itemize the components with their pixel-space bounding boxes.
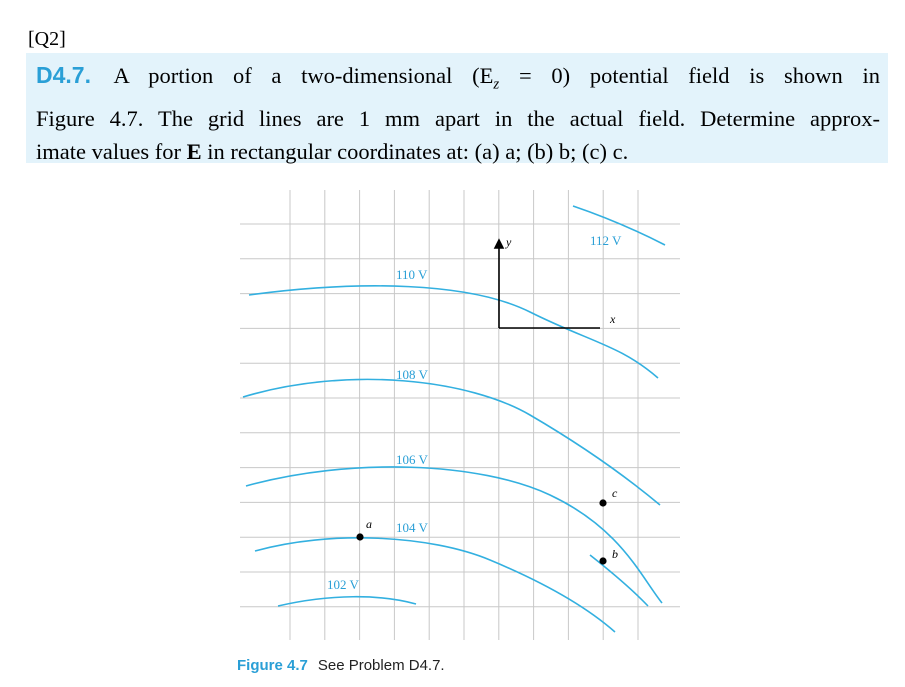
point-b-label: b — [612, 547, 618, 561]
curve-104v-tail — [590, 555, 648, 606]
figure-caption — [237, 657, 445, 674]
problem-text-1: A portion of a two-dimensional (E — [113, 63, 494, 88]
problem-text-3a: imate values for — [36, 138, 187, 164]
question-tag: [Q2] — [28, 28, 66, 50]
axes — [495, 240, 600, 328]
problem-text-3b: in rectangular coordinates at: (a) a; (b) b; (c) c. — [201, 138, 629, 164]
label-106v: 106 V — [396, 452, 428, 467]
y-axis-label: y — [506, 235, 512, 249]
x-axis-label: x — [610, 312, 616, 326]
label-110v: 110 V — [396, 267, 428, 282]
problem-text-1-rest: = 0) potential field is shown in — [499, 63, 880, 88]
curve-106v — [246, 467, 662, 603]
curve-104v — [255, 538, 615, 632]
label-112v: 112 V — [590, 233, 622, 248]
problem-text-1-sub: z — [493, 76, 500, 93]
point-c-label: c — [612, 486, 618, 500]
label-104v: 104 V — [396, 520, 428, 535]
point-b — [599, 557, 606, 564]
y-axis-arrow-icon — [495, 240, 503, 248]
figure-number: Figure 4.7 — [237, 657, 308, 674]
label-108v: 108 V — [396, 367, 428, 382]
problem-text-3-bold: E — [186, 138, 202, 164]
equipotential-curves — [243, 206, 665, 632]
point-a — [356, 533, 363, 540]
problem-line-2: Figure 4.7. The grid lines are 1 mm apart in the actual field. Determine approx- — [36, 105, 880, 131]
point-a-label: a — [366, 517, 372, 531]
point-c — [599, 499, 606, 506]
label-102v: 102 V — [327, 577, 359, 592]
curve-102v — [278, 597, 416, 606]
grid — [240, 190, 680, 640]
curve-110v — [249, 286, 658, 378]
problem-id: D4.7. — [36, 62, 91, 88]
figure-caption-text: See Problem D4.7. — [317, 657, 445, 674]
